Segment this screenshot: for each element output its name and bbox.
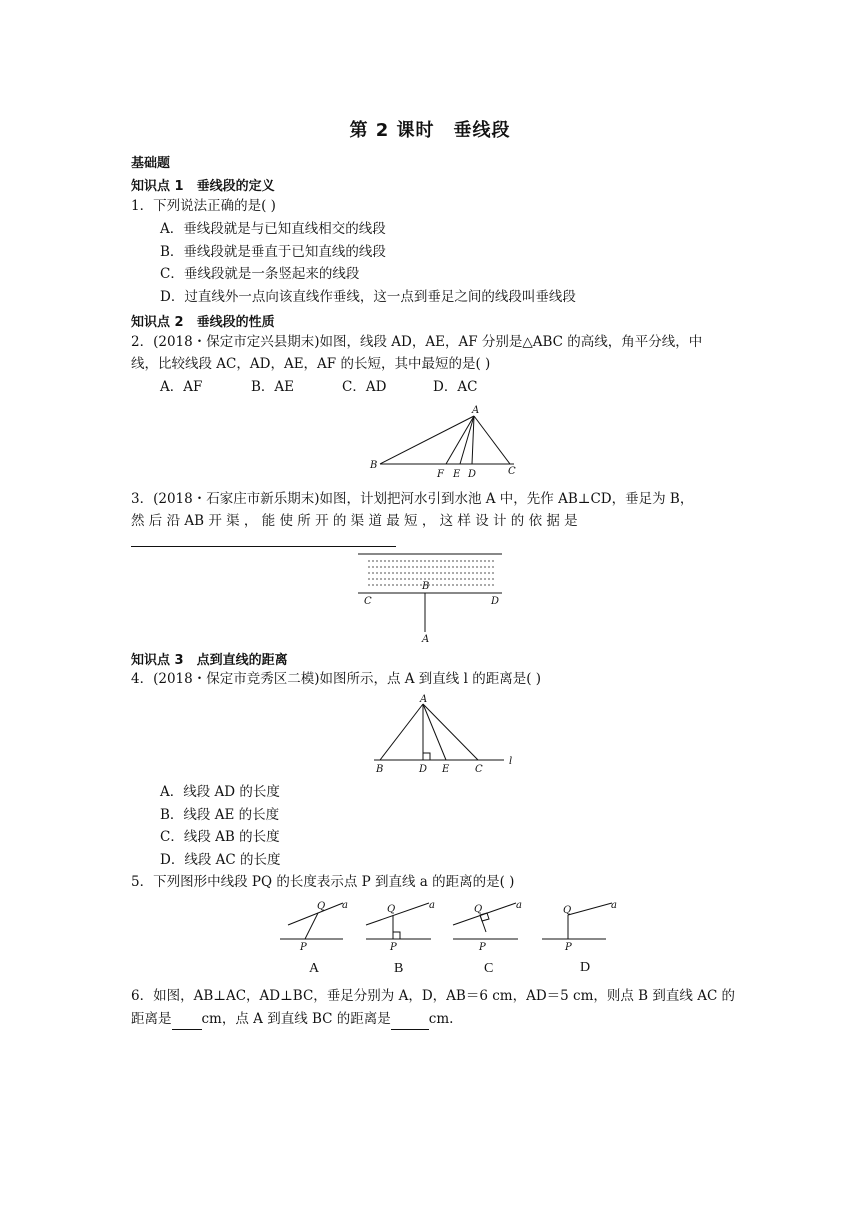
question-3-stem-line1: 3．(2018・石家庄市新乐期末)如图，计划把河水引到水池 A 中，先作 AB⊥CD，垂足为 B， [131, 491, 694, 507]
question-5-stem: 5．下列图形中线段 PQ 的长度表示点 P 到直线 a 的距离的是( ) [131, 874, 515, 890]
fig5c-label-q: Q [474, 904, 483, 915]
question-4-stem: 4．(2018・保定市竞秀区二模)如图所示，点 A 到直线 l 的距离是( ) [131, 671, 542, 687]
question-2-stem-line2: 线，比较线段 AC，AD，AE，AF 的长短，其中最短的是( ) [131, 356, 491, 372]
fig2-label-f: F [437, 469, 444, 480]
fig2-label-e: E [453, 469, 461, 480]
question-4-option-a: A．线段 AD 的长度 [160, 784, 280, 800]
fig2-label-b: B [370, 460, 378, 471]
question-2-option-c: C．AD [342, 379, 387, 395]
question-6-line1: 6．如图，AB⊥AC，AD⊥BC，垂足分别为 A，D，AB＝6 cm，AD＝5 cm，则点 B 到直线 AC 的 [131, 988, 736, 1004]
q5-choice-d-label: D [580, 960, 591, 975]
fig5c-label-a: a [516, 900, 522, 911]
q5-choice-b-label: B [394, 961, 404, 976]
fig5d-label-p: P [565, 942, 572, 953]
fig2-label-d: D [468, 469, 477, 480]
question-6-text-b: cm，点 A 到直线 BC 的距离是 [201, 1011, 391, 1027]
fig2-label-c: C [508, 466, 516, 477]
fig4-label-l: l [509, 756, 513, 767]
fig2-label-a: A [472, 405, 480, 416]
question-6-line2 [131, 1008, 453, 1030]
question-4-option-c: C．线段 AB 的长度 [160, 829, 280, 845]
fig4-label-b: B [376, 764, 384, 775]
question-1-option-d: D．过直线外一点向该直线作垂线，这一点到垂足之间的线段叫垂线段 [160, 289, 576, 305]
question-1-stem: 1．下列说法正确的是( ) [131, 198, 276, 214]
knowledge-point-1: 知识点 1 垂线段的定义 [131, 179, 275, 194]
section-heading-basic: 基础题 [131, 156, 171, 171]
fig5d-label-q: Q [563, 905, 572, 916]
question-6-text-a: 距离是 [131, 1011, 172, 1027]
q5-choice-a-label: A [309, 961, 320, 976]
fig3-label-a: A [422, 634, 430, 645]
fig5a-label-q: Q [317, 901, 326, 912]
knowledge-point-3: 知识点 3 点到直线的距离 [131, 653, 288, 668]
fig4-label-c: C [475, 764, 483, 775]
question-5-choices-figure [276, 895, 616, 980]
question-2-option-a: A．AF [160, 379, 203, 395]
question-4-option-d: D．线段 AC 的长度 [160, 852, 281, 868]
page-title: 第 2 课时 垂线段 [349, 120, 511, 141]
question-6-blank-1[interactable] [172, 1013, 202, 1030]
fig5b-label-q: Q [387, 904, 396, 915]
question-1-option-a: A．垂线段就是与已知直线相交的线段 [160, 221, 386, 237]
knowledge-point-2: 知识点 2 垂线段的性质 [131, 315, 275, 330]
fig4-label-a: A [420, 694, 428, 705]
question-6-blank-2[interactable] [391, 1013, 429, 1030]
question-2-option-b: B．AE [251, 379, 295, 395]
fig4-label-e: E [442, 764, 450, 775]
fig5c-label-p: P [479, 942, 486, 953]
fig3-label-c: C [364, 596, 372, 607]
question-4-distance-figure [368, 690, 528, 776]
fig5b-label-a: a [429, 900, 435, 911]
fig5a-label-a: a [342, 900, 348, 911]
question-2-option-d: D．AC [433, 379, 478, 395]
question-2-stem-line1: 2．(2018・保定市定兴县期末)如图，线段 AD，AE，AF 分别是△ABC 的高线，角平分线，中 [131, 334, 703, 350]
question-1-option-b: B．垂线段就是垂直于已知直线的线段 [160, 244, 386, 260]
fig5d-label-a: a [611, 900, 617, 911]
question-3-answer-blank[interactable] [131, 546, 396, 547]
question-3-stem-line2: 然 后 沿 AB 开 渠 ， 能 使 所 开 的 渠 道 最 短 ， 这 样 设 计 的 依 据 是 [131, 513, 578, 529]
question-3-river-figure [352, 550, 508, 645]
fig3-label-b: B [422, 581, 430, 592]
question-4-option-b: B．线段 AE 的长度 [160, 807, 280, 823]
fig4-label-d: D [419, 764, 428, 775]
question-1-option-c: C．垂线段就是一条竖起来的线段 [160, 266, 360, 282]
fig3-label-d: D [491, 596, 500, 607]
question-6-text-c: cm. [428, 1011, 454, 1027]
fig5b-label-p: P [390, 942, 397, 953]
question-2-triangle-figure [368, 402, 528, 480]
fig5a-label-p: P [300, 942, 307, 953]
q5-choice-c-label: C [484, 961, 494, 976]
